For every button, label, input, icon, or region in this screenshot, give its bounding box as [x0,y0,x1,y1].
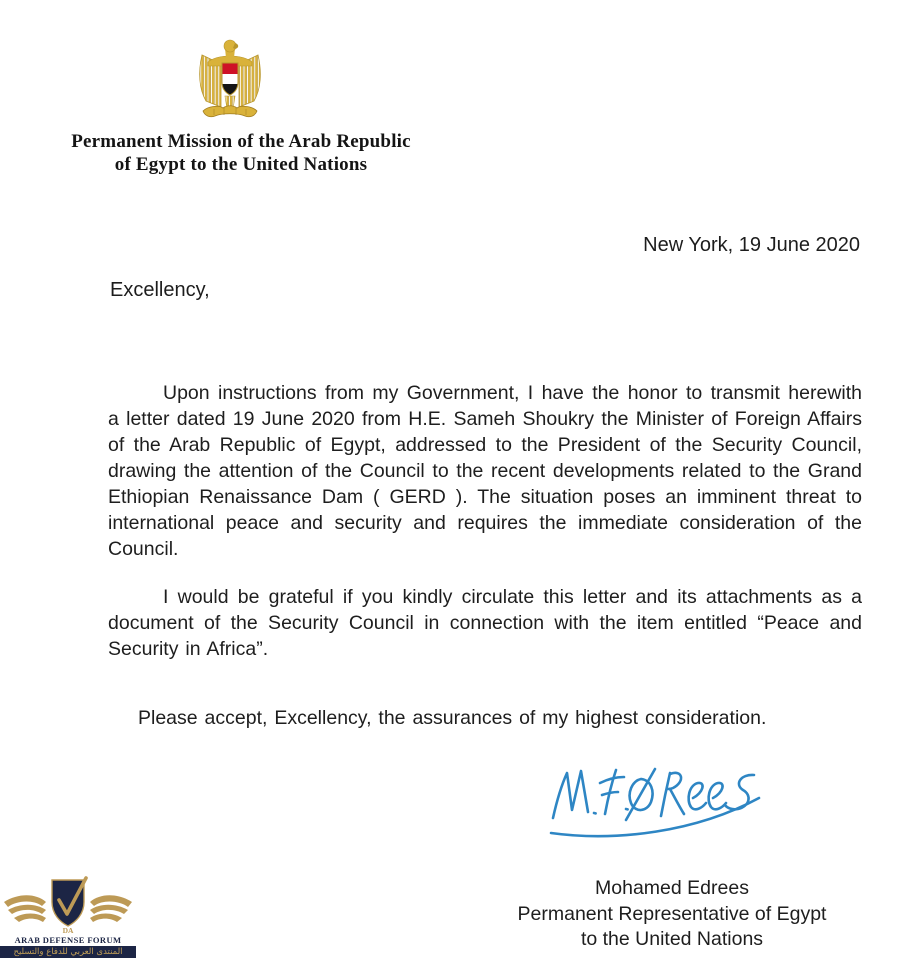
egypt-coat-of-arms-icon [194,36,266,124]
mission-name-line2: of Egypt to the United Nations [114,154,368,175]
adf-shield-wings-icon [0,876,136,934]
body-paragraph-2: I would be grateful if you kindly circulate this letter and its attachments as a document of the Security Council in connection with the item entitled “Peace and Security in Africa”. [108,586,862,660]
salutation: Excellency, [110,279,210,301]
letterhead-mission-name [62,130,420,176]
signer-title-line2: to the United Nations [580,928,764,950]
mission-name-line1: Permanent Mission of the Arab Republic [71,131,411,152]
body-paragraph-1: Upon instructions from my Government, I have the honor to transmit herewith a letter dated 19 June 2020 from H.E. Sameh Shoukry the Minister of Foreign Affairs of the Arab Republic of Egypt, addressed to the President of the Security Council, drawing the attention of the Council to the recent developments related to the Grand Ethiopian Renaissance Dam ( GERD ). The situation poses an imminent threat to international peace and security and requires the immediate consideration of the Council. [108,382,862,560]
signature-block [502,876,842,953]
signer-name: Mohamed Edrees [595,877,749,899]
arab-defense-forum-watermark [0,876,136,960]
svg-text:DA: DA [62,926,74,934]
adf-name-english: ARAB DEFENSE FORUM [14,935,122,945]
dateline: New York, 19 June 2020 [643,234,860,256]
body-paragraph-3: Please accept, Excellency, the assurances of my highest consideration. [138,707,767,729]
adf-banner [0,946,136,958]
handwritten-signature [540,758,772,846]
adf-name-arabic: المنتدى العربي للدفاع والتسليح [13,947,123,957]
signer-title-line1: Permanent Representative of Egypt [517,902,827,925]
